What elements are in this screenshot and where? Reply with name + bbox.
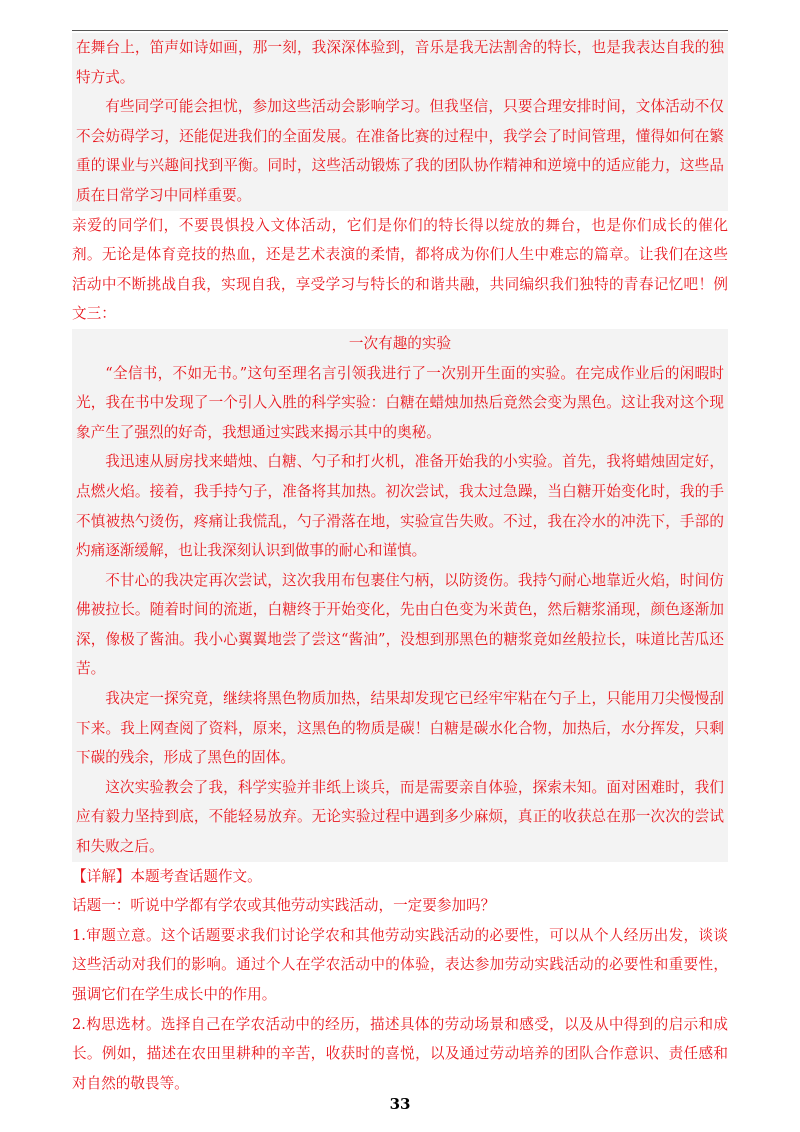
topic-line: 话题一：听说中学都有学农或其他劳动实践活动，一定要参加吗？ (72, 897, 496, 915)
paragraph: 在舞台上，笛声如诗如画，那一刻，我深深体验到，音乐是我无法割舍的特长，也是我表达自我的独特方式。 (76, 39, 724, 86)
paragraph: 我迅速从厨房找来蜡烛、白糖、勺子和打火机，准备开始我的小实验。首先，我将蜡烛固定好，点燃火焰。接着，我手持勺子，准备将其加热。初次尝试，我太过急躁，当白糖开始变化时，我的手不慎被热勺烫伤，疼痛让我慌乱，勺子滑落在地，实验宣告失败。不过，我在冷水的冲洗下，手部的灼痛逐渐缓解，也让我深刻认识到做事的耐心和谨慎。 (76, 453, 724, 560)
header-rule (72, 30, 728, 31)
analysis-section (72, 862, 728, 1099)
essay-title: 一次有趣的实验 (348, 334, 452, 352)
page-content (72, 33, 728, 1098)
paragraph: 有些同学可能会担忧，参加这些活动会影响学习。但我坚信，只要合理安排时间，文体活动不仅不会妨碍学习，还能促进我们的全面发展。在准备比赛的过程中，我学会了时间管理，懂得如何在繁重的课业与兴趣间找到平衡。同时，这些活动锻炼了我的团队协作精神和逆境中的适应能力，这些品质在日常学习中同样重要。 (76, 98, 724, 204)
paragraph: 这次实验教会了我，科学实验并非纸上谈兵，而是需要亲自体验，探索未知。面对困难时，我们应有毅力坚持到底，不能轻易放弃。无论实验过程中遇到多少麻烦，真正的收获总在那一次次的尝试和失败之后。 (76, 778, 724, 856)
paragraph: 我决定一探究竟，继续将黑色物质加热，结果却发现它已经牢牢粘在勺子上，只能用刀尖慢慢刮下来。我上网查阅了资料，原来，这黑色的物质是碳！白糖是碳水化合物，加热后，水分挥发，只剩下碳的残余，形成了黑色的固体。 (76, 690, 724, 767)
example-two-ending (72, 33, 728, 211)
paragraph: “全信书，不如无书。”这句至理名言引领我进行了一次别开生面的实验。在完成作业后的闲暇时光，我在书中发现了一个引人入胜的科学实验：白糖在蜡烛加热后竟然会变为黑色。这让我对这个现象产生了强烈的好奇，我想通过实践来揭示其中的奥秘。 (76, 364, 724, 441)
analysis-heading: 【详解】本题考查话题作文。 (72, 867, 262, 885)
analysis-point: 2.构思选材。选择自己在学农活动中的经历，描述具体的劳动场景和感受，以及从中得到的启示和成长。例如，描述在农田里耕种的辛苦，收获时的喜悦，以及通过劳动培养的团队合作意识、责任感和对自然的敬畏等。 (72, 1015, 728, 1092)
closing-paragraph (72, 211, 728, 329)
page-number: 33 (389, 1095, 411, 1113)
paragraph: 亲爱的同学们，不要畏惧投入文体活动，它们是你们的特长得以绽放的舞台，也是你们成长的催化剂。无论是体育竞技的热血，还是艺术表演的柔情，都将成为你们人生中难忘的篇章。让我们在这些活动中不断挑战自我，实现自我，享受学习与特长的和谐共融，共同编织我们独特的青春记忆吧！例文三： (72, 216, 728, 323)
paragraph: 不甘心的我决定再次尝试，这次我用布包裹住勺柄，以防烫伤。我持勺耐心地靠近火焰，时间仿佛被拉长。随着时间的流逝，白糖终于开始变化，先由白色变为米黄色，然后糖浆涌现，颜色逐渐加深，像极了酱油。我小心翼翼地尝了尝这“酱油”，没想到那黑色的糖浆竟如丝般拉长，味道比苦瓜还苦。 (76, 571, 724, 678)
example-three-essay (72, 329, 728, 862)
analysis-point: 1.审题立意。这个话题要求我们讨论学农和其他劳动实践活动的必要性，可以从个人经历出发，谈谈这些活动对我们的影响。通过个人在学农活动中的体验，表达参加劳动实践活动的必要性和重要性，强调它们在学生成长中的作用。 (72, 926, 728, 1003)
